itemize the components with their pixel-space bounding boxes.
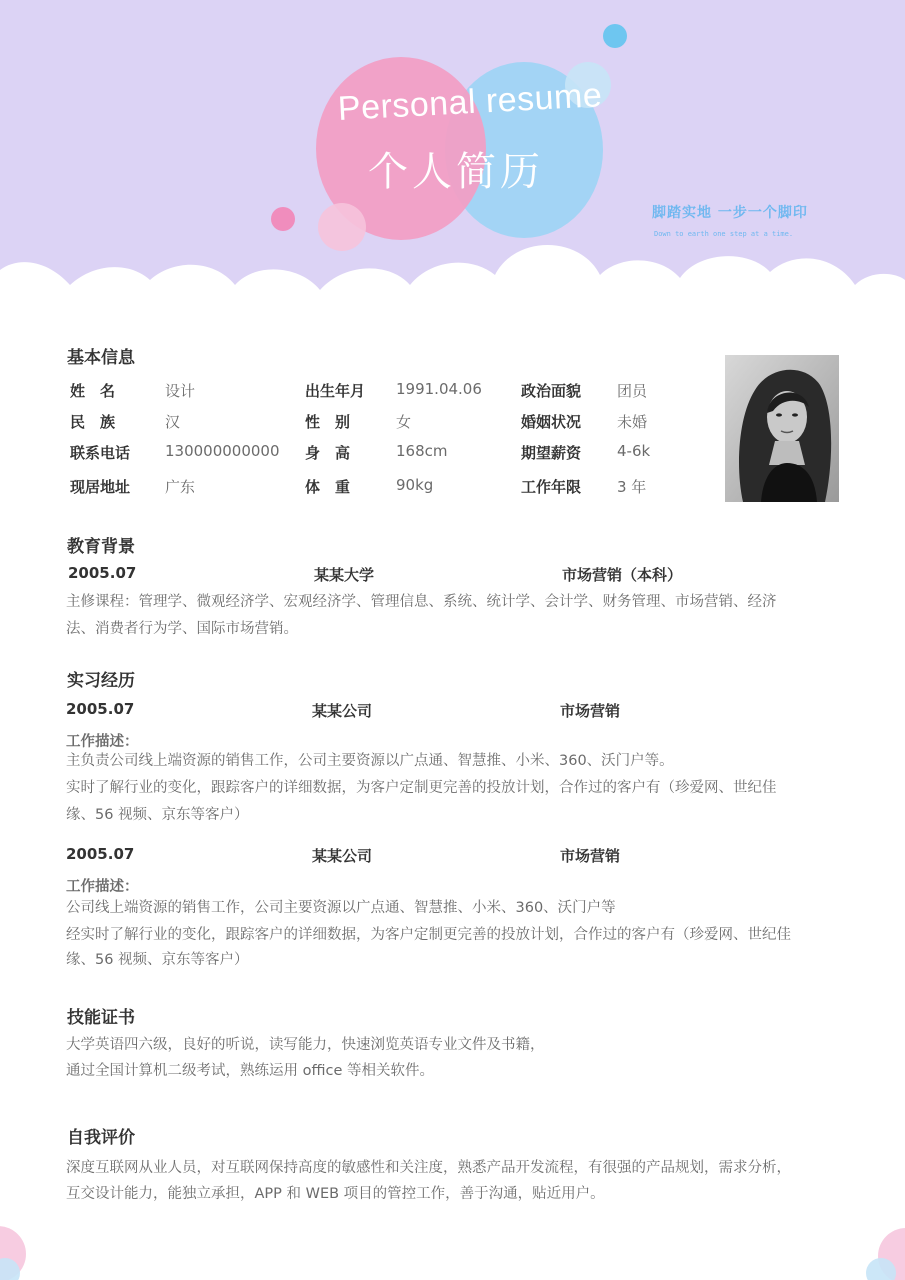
title-chinese: 个人简历 <box>368 149 544 195</box>
skills-line-2: 通过全国计算机二级考试，熟练运用 office 等相关软件。 <box>66 1063 434 1079</box>
info-label-phone: 联系电话 <box>70 444 131 462</box>
pink-bubble-medium <box>318 203 366 251</box>
info-label-marital: 婚姻状况 <box>521 413 582 431</box>
internship-company: 某某公司 <box>312 702 373 720</box>
info-label-birth: 出生年月 <box>305 382 366 400</box>
title-english: Personal resume <box>336 76 604 128</box>
info-label-salary: 期望薪资 <box>521 444 582 462</box>
education-date: 2005.07 <box>68 564 137 582</box>
internship-position: 市场营销 <box>560 702 621 720</box>
internship-desc-line-1: 主负责公司线上端资源的销售工作，公司主要资源以广点通、智慧推、小米、360、沃门户等。 <box>66 753 674 769</box>
info-value-marital: 未婚 <box>617 413 648 431</box>
pink-bubble-small <box>271 207 295 231</box>
info-label-address: 现居地址 <box>70 478 131 496</box>
info-label-gender: 性 别 <box>305 413 351 431</box>
info-value-salary: 4-6k <box>617 442 651 460</box>
info-value-name: 设计 <box>165 382 196 400</box>
info-value-experience: 3 年 <box>617 478 647 496</box>
blue-bubble-dot <box>603 24 627 48</box>
info-value-phone: 130000000000 <box>165 442 280 460</box>
internship-desc-line-2: 经实时了解行业的变化，跟踪客户的详细数据，为客户定制更完善的投放计划，合作过的客户有（珍爱网、世纪佳 <box>66 927 791 943</box>
internship-date: 2005.07 <box>66 700 135 718</box>
info-value-ethnicity: 汉 <box>165 413 181 431</box>
slogan-english: Down to earth one step at a time. <box>654 230 794 238</box>
section-title-self-eval: 自我评价 <box>67 1128 135 1148</box>
info-label-weight: 体 重 <box>305 478 351 496</box>
info-value-birth: 1991.04.06 <box>396 380 482 398</box>
info-value-politics: 团员 <box>617 382 648 400</box>
education-major: 市场营销（本科） <box>562 566 683 584</box>
section-title-skills: 技能证书 <box>67 1008 135 1028</box>
info-value-height: 168cm <box>396 442 448 460</box>
skills-line-1: 大学英语四六级，良好的听说，读写能力，快速浏览英语专业文件及书籍， <box>66 1037 545 1053</box>
internship-desc-line-3: 缘、56 视频、京东等客户） <box>66 952 249 968</box>
internship-desc-line-2: 实时了解行业的变化，跟踪客户的详细数据，为客户定制更完善的投放计划，合作过的客户有（珍爱网、世纪佳 <box>66 780 777 796</box>
internship-desc-line-3: 缘、56 视频、京东等客户） <box>66 807 249 823</box>
slogan-chinese: 脚踏实地 一步一个脚印 <box>652 205 808 221</box>
internship-desc-line-1: 公司线上端资源的销售工作，公司主要资源以广点通、智慧推、小米、360、沃门户等 <box>66 900 616 916</box>
info-label-politics: 政治面貌 <box>521 382 582 400</box>
profile-photo <box>725 355 839 502</box>
section-title-education: 教育背景 <box>67 537 135 557</box>
internship-desc-label: 工作描述： <box>66 734 139 750</box>
info-label-height: 身 高 <box>305 444 351 462</box>
internship-date: 2005.07 <box>66 845 135 863</box>
resume-header <box>0 0 905 330</box>
internship-position: 市场营销 <box>560 847 621 865</box>
education-school: 某某大学 <box>314 566 375 584</box>
info-value-weight: 90kg <box>396 476 434 494</box>
info-value-address: 广东 <box>165 478 196 496</box>
section-title-internship: 实习经历 <box>67 671 135 691</box>
info-value-gender: 女 <box>396 413 412 431</box>
self-eval-line-1: 深度互联网从业人员，对互联网保持高度的敏感性和关注度，熟悉产品开发流程，有很强的产品规划，需求分析， <box>66 1160 791 1176</box>
internship-company: 某某公司 <box>312 847 373 865</box>
education-courses-line-1: 主修课程：管理学、微观经济学、宏观经济学、管理信息、系统、统计学、会计学、财务管理、市场营销、经济 <box>66 594 777 610</box>
info-label-ethnicity: 民 族 <box>70 413 116 431</box>
self-eval-line-2: 互交设计能力，能独立承担，APP 和 WEB 项目的管控工作，善于沟通，贴近用户。 <box>66 1186 605 1202</box>
info-label-experience: 工作年限 <box>521 478 582 496</box>
education-courses-line-2: 法、消费者行为学、国际市场营销。 <box>66 621 298 637</box>
portrait-illustration <box>725 355 839 502</box>
section-title-basic: 基本信息 <box>67 348 135 368</box>
internship-desc-label: 工作描述： <box>66 879 139 895</box>
corner-bubble-bottom-right-blue <box>866 1258 896 1280</box>
info-label-name: 姓 名 <box>70 382 116 400</box>
